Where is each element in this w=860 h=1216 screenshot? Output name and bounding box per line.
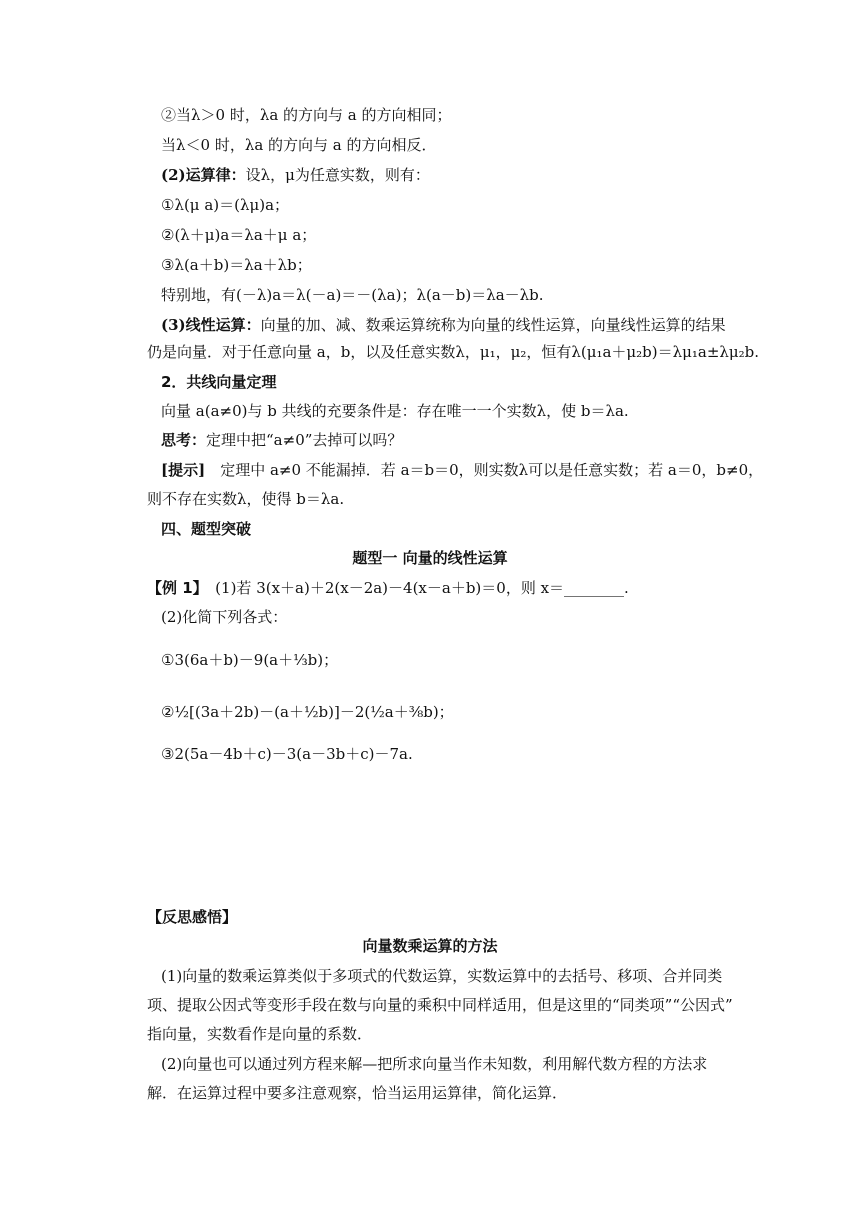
example-text: (1)若 3(x＋a)＋2(x－2a)－4(x－a＋b)＝0，则 x＝________. bbox=[200, 579, 629, 597]
text-line: 则不存在实数λ，使得 b＝λa. bbox=[147, 490, 345, 508]
hint-label: [提示] bbox=[161, 461, 206, 479]
text-line bbox=[161, 430, 402, 450]
text-line: (2)向量也可以通过列方程来解—把所求向量当作未知数，利用解代数方程的方法求 bbox=[161, 1055, 708, 1073]
example-line bbox=[147, 578, 629, 598]
formula-line: ③λ(a＋b)＝λa＋λb； bbox=[161, 256, 312, 274]
method-title: 向量数乘运算的方法 bbox=[362, 937, 498, 955]
rule-heading: (2)运算律： bbox=[161, 166, 246, 184]
think-text: 定理中把“a≠0”去掉可以吗？ bbox=[206, 431, 403, 449]
text-line: 解．在运算过程中要多注意观察，恰当运用运算律，简化运算． bbox=[147, 1084, 568, 1102]
text-line: 特别地，有(－λ)a＝λ(－a)＝－(λa)；λ(a－b)＝λa－λb. bbox=[161, 286, 544, 304]
text-line bbox=[161, 165, 430, 185]
text-line: 向量 a(a≠0)与 b 共线的充要条件是：存在唯一一个实数λ，使 b＝λa. bbox=[161, 402, 629, 420]
formula-line: ①λ(μ a)＝(λμ)a； bbox=[161, 196, 290, 214]
text-line: 指向量，实数看作是向量的系数． bbox=[147, 1025, 373, 1043]
think-label: 思考： bbox=[161, 431, 207, 449]
formula-line: ①3(6a＋b)－9(a＋⅓b)； bbox=[161, 651, 339, 669]
rule-text: 设λ，μ为任意实数，则有： bbox=[245, 166, 430, 184]
text-line: (2)化简下列各式： bbox=[161, 608, 288, 626]
text-line bbox=[161, 460, 763, 480]
example-label: 【例 1】 bbox=[147, 579, 201, 597]
text-line: ②当λ＞0 时，λa 的方向与 a 的方向相同； bbox=[161, 106, 452, 124]
section-heading: 四、题型突破 bbox=[161, 520, 252, 538]
section-heading: 2．共线向量定理 bbox=[161, 373, 277, 391]
text-line bbox=[161, 315, 726, 335]
topic-title: 题型一 向量的线性运算 bbox=[352, 549, 508, 567]
text-line: 当λ＜0 时，λa 的方向与 a 的方向相反． bbox=[161, 136, 437, 154]
reflection-heading: 【反思感悟】 bbox=[147, 908, 238, 926]
formula-line: ②(λ＋μ)a＝λa＋μ a； bbox=[161, 226, 317, 244]
text-line: 仍是向量．对于任意向量 a，b，以及任意实数λ，μ₁，μ₂，恒有λ(μ₁a＋μ₂b)＝λμ₁a±λμ₂b. bbox=[147, 343, 760, 361]
text-line: (1)向量的数乘运算类似于多项式的代数运算，实数运算中的去括号、移项、合并同类 bbox=[161, 967, 723, 985]
text-line: 项、提取公因式等变形手段在数与向量的乘积中同样适用，但是这里的“同类项”“公因式” bbox=[147, 996, 733, 1014]
linear-op-heading: (3)线性运算： bbox=[161, 316, 261, 334]
linear-op-text: 向量的加、减、数乘运算统称为向量的线性运算，向量线性运算的结果 bbox=[260, 316, 726, 334]
hint-text: 定理中 a≠0 不能漏掉．若 a＝b＝0，则实数λ可以是任意实数；若 a＝0，b≠0， bbox=[205, 461, 764, 479]
formula-line: ③2(5a－4b＋c)－3(a－3b＋c)－7a. bbox=[161, 745, 413, 763]
formula-line: ②½[(3a＋2b)－(a＋½b)]－2(½a＋⅜b)； bbox=[161, 703, 454, 721]
